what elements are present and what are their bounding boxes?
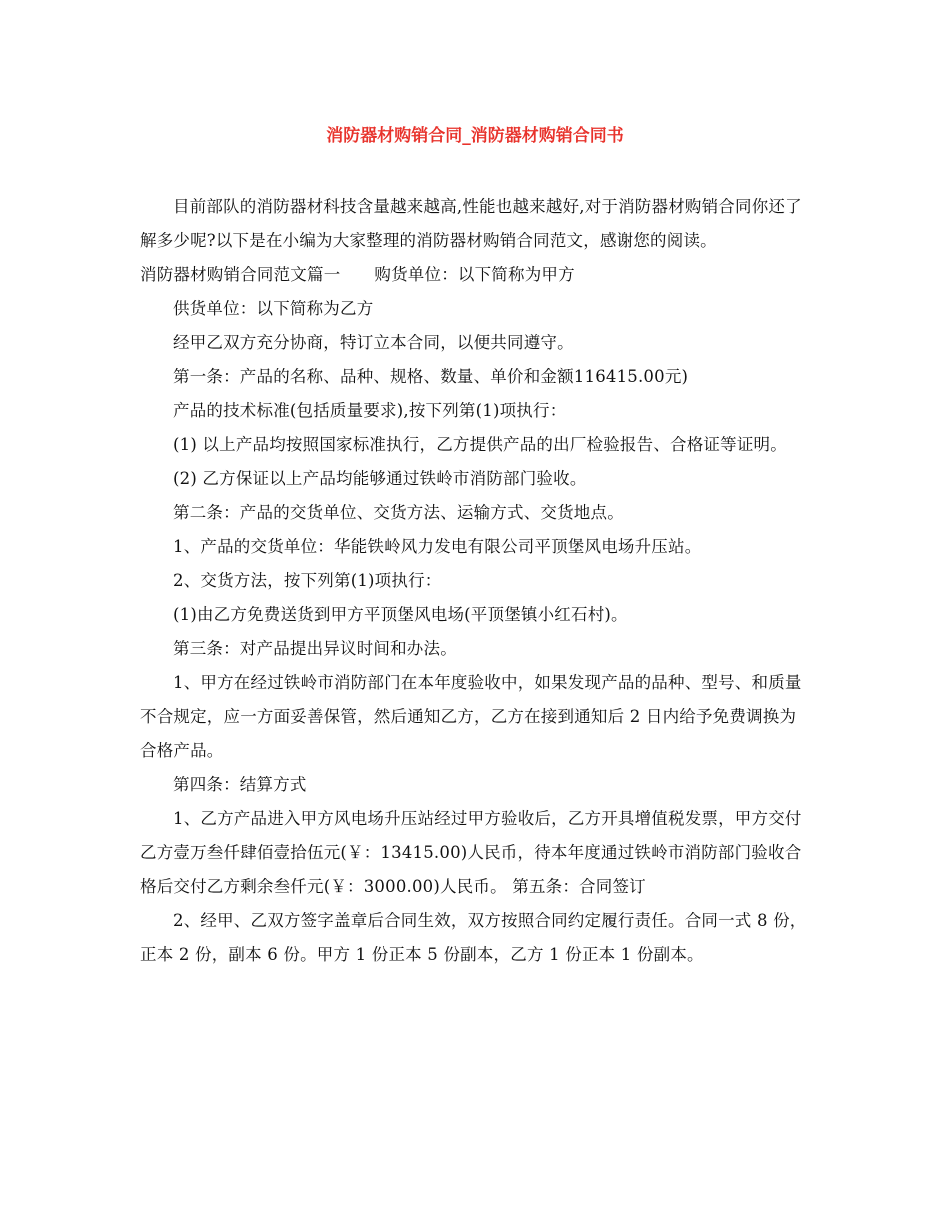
signing-paragraph: 2、经甲、乙双方签字盖章后合同生效，双方按照合同约定履行责任。合同一式 8 份，正本 2 份，副本 6 份。甲方 1 份正本 5 份副本，乙方 1 份正本 1 份副本。 [140, 911, 807, 964]
delivery-item-1: (1)由乙方免费送货到甲方平顶堡风电场(平顶堡镇小红石村)。 [173, 605, 628, 624]
article-1: 第一条：产品的名称、品种、规格、数量、单价和金额116415.00元) [173, 367, 689, 386]
standard-item-1: (1) 以上产品均按照国家标准执行，乙方提供产品的出厂检验报告、合格证等证明。 [173, 435, 787, 454]
standard-item-2: (2) 乙方保证以上产品均能够通过铁岭市消防部门验收。 [173, 469, 587, 488]
agreement-line: 经甲乙双方充分协商，特订立本合同，以便共同遵守。 [173, 333, 574, 352]
article-2: 第二条：产品的交货单位、交货方法、运输方式、交货地点。 [173, 503, 624, 522]
section-heading: 消防器材购销合同范文篇一 [140, 265, 341, 284]
supplier-line: 供货单位：以下简称为乙方 [173, 299, 374, 318]
document-title: 消防器材购销合同_消防器材购销合同书 [326, 126, 624, 146]
delivery-unit-line: 1、产品的交货单位：华能铁岭风力发电有限公司平顶堡风电场升压站。 [173, 537, 702, 556]
tech-standard-line: 产品的技术标准(包括质量要求),按下列第(1)项执行： [173, 401, 567, 420]
article-3: 第三条：对产品提出异议时间和办法。 [173, 639, 457, 658]
buyer-line: 购货单位：以下简称为甲方 [374, 265, 575, 284]
delivery-method-line: 2、交货方法，按下列第(1)项执行： [173, 571, 442, 590]
document-body [140, 190, 812, 972]
article-4: 第四条：结算方式 [173, 775, 307, 794]
section-heading-line [140, 258, 812, 292]
objection-paragraph: 1、甲方在经过铁岭市消防部门在本年度验收中，如果发现产品的品种、型号、和质量不合规定，应一方面妥善保管，然后通知乙方，乙方在接到通知后 2 日内给予免费调换为合格产品。 [140, 673, 802, 760]
intro-paragraph: 目前部队的消防器材科技含量越来越高,性能也越来越好,对于消防器材购销合同你还了解多少呢?以下是在小编为大家整理的消防器材购销合同范文，感谢您的阅读。 [140, 197, 802, 250]
settlement-paragraph: 1、乙方产品进入甲方风电场升压站经过甲方验收后，乙方开具增值税发票，甲方交付乙方壹万叁仟肆佰壹拾伍元(￥：13415.00)人民币，待本年度通过铁岭市消防部门验收合格后交付乙方剩余叁仟元(￥：3000.00)人民币。 第五条：合同签订 [140, 809, 802, 896]
